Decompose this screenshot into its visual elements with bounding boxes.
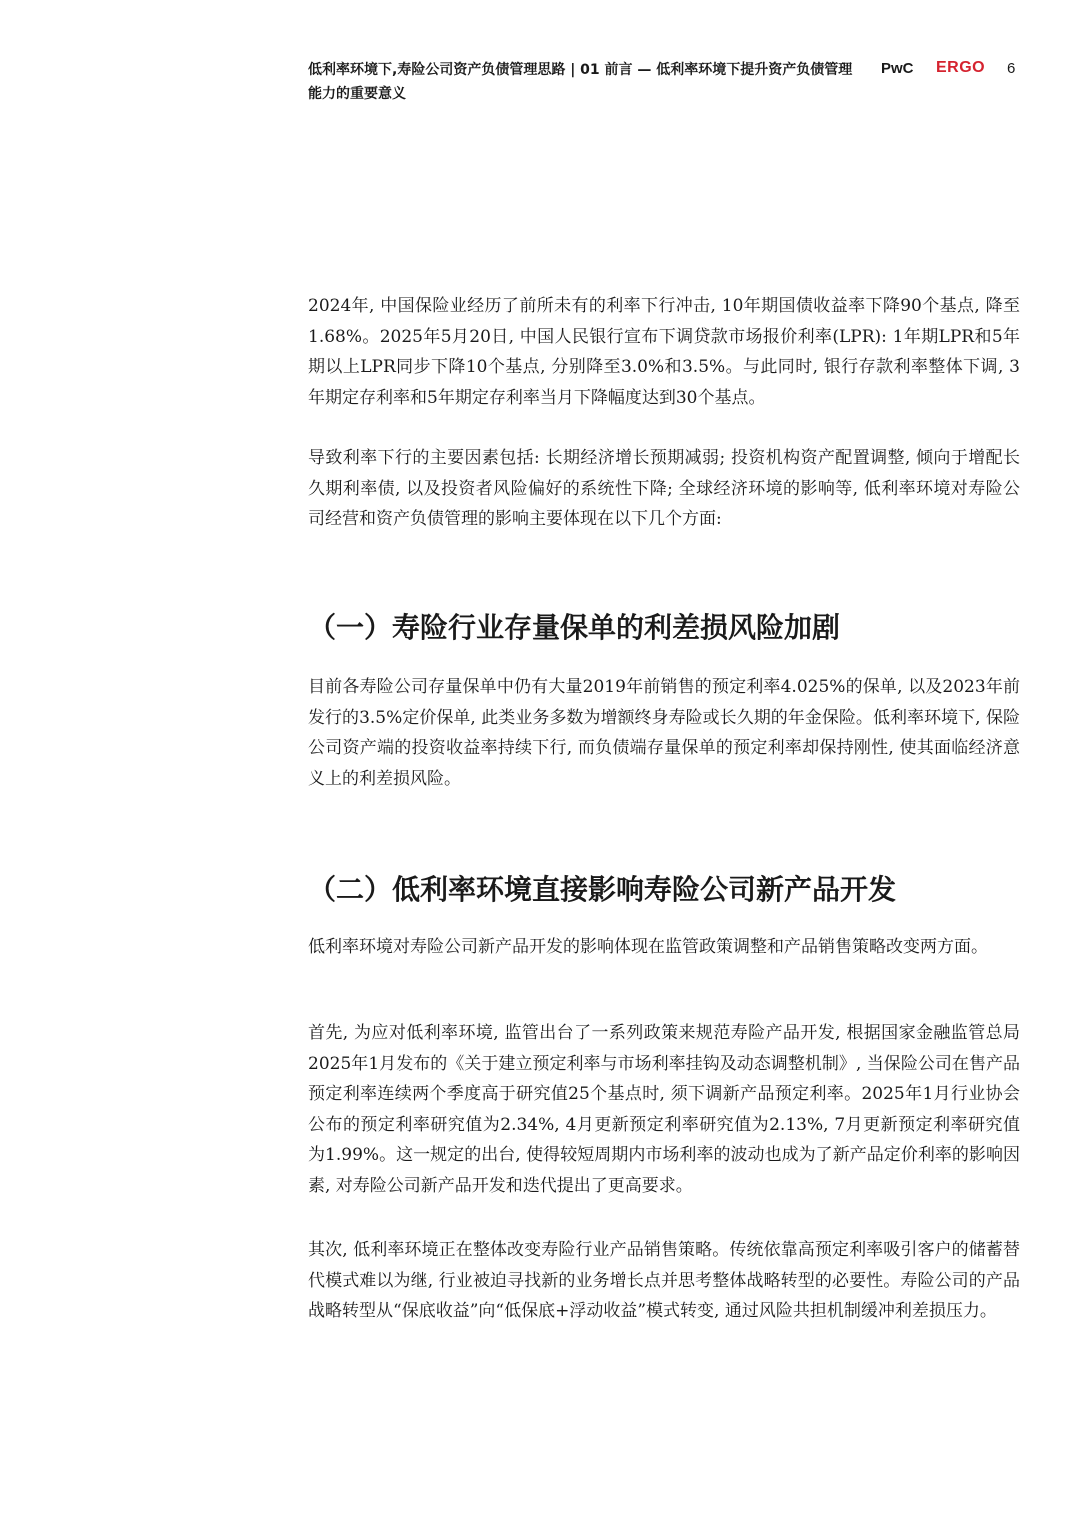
section-2-paragraph-3: 其次, 低利率环境正在整体改变寿险行业产品销售策略。传统依靠高预定利率吸引客户的储蓄替代模式难以为继, 行业被迫寻找新的业务增长点并思考整体战略转型的必要性。寿险公司的产品战略转型从“保底收益”向“低保底+浮动收益”模式转变, 通过风险共担机制缓冲利差损压力。 (308, 1240, 1020, 1321)
section-2-heading-wrap (308, 870, 1020, 910)
section-2-body-2 (308, 1018, 1020, 1201)
section-2-paragraph-2: 首先, 为应对低利率环境, 监管出台了一系列政策来规范寿险产品开发, 根据国家金融监管总局2025年1月发布的《关于建立预定利率与市场利率挂钩及动态调整机制》, 当保险公司在售产品预定利率连续两个季度高于研究值25个基点时, 须下调新产品预定利率。2025年1月行业协会公布的预定利率研究值为2.34%, 4月更新预定利率研究值为2.13%, 7月更新预定利率研究值为1.99%。这一规定的出台, 使得较短周期内市场利率的波动也成为了新产品定价利率的影响因素, 对寿险公司新产品开发和迭代提出了更高要求。 (308, 1023, 1020, 1196)
intro-section-2 (308, 443, 1020, 535)
intro-paragraph-1: 2024年, 中国保险业经历了前所未有的利率下行冲击, 10年期国债收益率下降90个基点, 降至1.68%。2025年5月20日, 中国人民银行宣布下调贷款市场报价利率(LPR): 1年期LPR和5年期以上LPR同步下降10个基点, 分别降至3.0%和3.5%。与此同时, 银行存款利率整体下调, 3年期定存利率和5年期定存利率当月下降幅度达到30个基点。 (308, 296, 1020, 408)
section-1-heading: （一）寿险行业存量保单的利差损风险加剧 (308, 611, 841, 644)
section-2-paragraph-1: 低利率环境对寿险公司新产品开发的影响体现在监管政策调整和产品销售策略改变两方面。 (308, 937, 988, 957)
pwc-logo: PwC (881, 60, 914, 77)
page-number: 6 (1007, 60, 1016, 77)
section-1-paragraph-1: 目前各寿险公司存量保单中仍有大量2019年前销售的预定利率4.025%的保单, 以及2023年前发行的3.5%定价保单, 此类业务多数为增额终身寿险或长久期的年金保险。低利率环境下, 保险公司资产端的投资收益率持续下行, 而负债端存量保单的预定利率却保持刚性, 使其面临经济意义上的利差损风险。 (308, 677, 1020, 789)
intro-paragraph-2: 导致利率下行的主要因素包括: 长期经济增长预期减弱; 投资机构资产配置调整, 倾向于增配长久期利率债, 以及投资者风险偏好的系统性下降; 全球经济环境的影响等, 低利率环境对寿险公司经营和资产负债管理的影响主要体现在以下几个方面: (308, 448, 1020, 529)
section-2-body-3 (308, 1235, 1020, 1327)
ergo-logo: ERGO (936, 59, 986, 76)
page-header (308, 58, 1028, 108)
section-2-heading: （二）低利率环境直接影响寿险公司新产品开发 (308, 873, 897, 906)
section-1-heading-wrap (308, 608, 1020, 648)
section-1-body (308, 672, 1020, 794)
section-2-body-1 (308, 932, 1020, 963)
header-title: 低利率环境下,寿险公司资产负债管理思路 | 01 前言 — 低利率环境下提升资产负债管理能力的重要意义 (308, 62, 853, 102)
intro-section (308, 291, 1020, 413)
